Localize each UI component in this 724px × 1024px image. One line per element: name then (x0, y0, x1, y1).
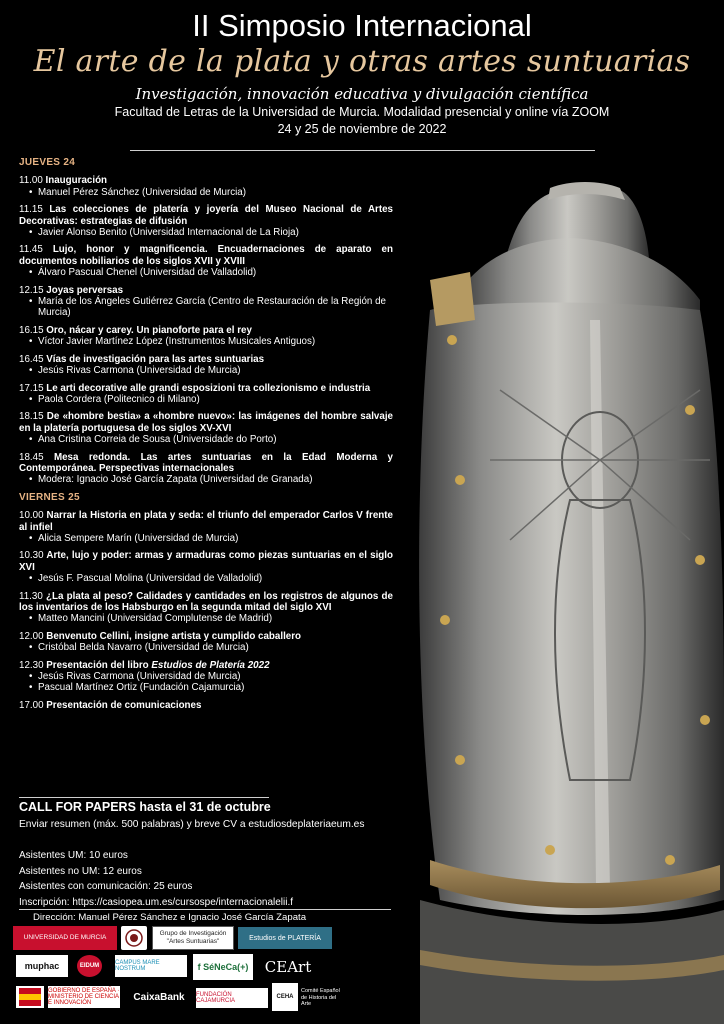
program-event (19, 591, 393, 625)
event-title (19, 175, 393, 186)
fee-um: Asistentes UM: 10 euros (19, 850, 128, 861)
speaker-list (19, 573, 393, 584)
event-time: 10.00 (19, 510, 44, 522)
event-title (19, 411, 393, 434)
program-event (19, 325, 393, 348)
logo-ministerio: GOBIERNO DE ESPAÑA · MINISTERIO DE CIENCIA E INNOVACIÓN (48, 988, 120, 1006)
logo-estudios-plateria: Estudios de PLATERÍA (238, 927, 332, 949)
event-title (19, 631, 393, 642)
cfp-text: Enviar resumen (máx. 500 palabras) y breve CV a estudiosdeplateriaeum.es (19, 819, 365, 830)
event-title-text: Arte, lujo y poder: armas y armaduras como piezas suntuarias en el siglo XVI (19, 550, 393, 573)
event-title (19, 660, 393, 671)
speaker: • Pascual Martínez Ortiz (Fundación Cajamurcia) (38, 682, 393, 693)
event-time: 17.00 (19, 699, 44, 711)
speaker-list (19, 434, 393, 445)
event-title-text: Vías de investigación para las artes suntuarias (46, 353, 265, 365)
speaker: • Cristóbal Belda Navarro (Universidad de Murcia) (38, 642, 393, 653)
logo-seneca: f SéNeCa(+) (193, 954, 253, 980)
speaker: • Ana Cristina Correia de Sousa (Universidade do Porto) (38, 434, 393, 445)
day-heading-thursday: JUEVES 24 (19, 157, 76, 168)
event-time: 16.15 (19, 324, 44, 336)
speaker: • Modera: Ignacio José García Zapata (Universidad de Granada) (38, 474, 393, 485)
event-time: 11.45 (19, 244, 43, 256)
event-title (19, 383, 393, 394)
direction: Dirección: Manuel Pérez Sánchez e Ignacio José García Zapata (33, 912, 307, 923)
registration-link[interactable]: Inscripción: https://casiopea.um.es/cursospe/internacionalelii.f (19, 896, 294, 908)
event-time: 12.15 (19, 284, 44, 296)
logo-muphac: muphac (16, 955, 68, 977)
day2-events (19, 510, 393, 711)
event-time: 10.30 (19, 550, 44, 562)
program-event (19, 175, 393, 198)
event-title-text: Oro, nácar y carey. Un pianoforte para el rey (46, 324, 252, 336)
speaker-list (19, 296, 393, 319)
program-event (19, 631, 393, 654)
event-title-text: Joyas perversas (46, 284, 124, 296)
footer-logos (0, 910, 400, 1024)
logo-caixabank: CaixaBank (133, 991, 185, 1003)
logo-seal (121, 926, 147, 950)
event-time: 18.45 (19, 451, 44, 463)
event-title-text: Benvenuto Cellini, insigne artista y cumplido caballero (46, 630, 302, 642)
speaker: • Manuel Pérez Sánchez (Universidad de Murcia) (38, 187, 393, 198)
speaker: • Javier Alonso Benito (Universidad Internacional de La Rioja) (38, 227, 393, 238)
logo-fundacion-cajamurcia: FUNDACIÓN CAJAMURCIA (196, 988, 268, 1008)
logo-eidum: EIDUM (77, 955, 102, 977)
event-time: 11.30 (19, 590, 43, 602)
event-title-text: Presentación del libro (46, 659, 149, 671)
tagline: Investigación, innovación educativa y divulgación científica (135, 85, 589, 103)
logo-universidad-murcia: UNIVERSIDAD DE MURCIA (13, 926, 117, 950)
speaker-list (19, 613, 393, 624)
call-for-papers (19, 800, 399, 830)
event-title-text: ¿La plata al peso? Calidades y cantidades en los registros de algunos de los inventarios de los Habsburgo en la segunda mitad del siglo XVI (19, 590, 393, 613)
speaker: • Jesús F. Pascual Molina (Universidad de Valladolid) (38, 573, 393, 584)
speaker-list (19, 227, 393, 238)
event-title-text: Inauguración (45, 175, 108, 187)
speaker-list (19, 394, 393, 405)
speaker: • Alicia Sempere Marín (Universidad de Murcia) (38, 533, 393, 544)
event-time: 17.15 (19, 382, 44, 394)
logo-ceart: CEArt (264, 958, 312, 976)
event-title-text: Narrar la Historia en plata y seda: el triunfo del emperador Carlos V frente al infiel (19, 510, 393, 533)
speaker-list (19, 267, 393, 278)
event-time: 11.15 (19, 204, 43, 216)
speaker-list (19, 474, 393, 485)
dates: 24 y 25 de noviembre de 2022 (277, 122, 447, 136)
speaker: • Jesús Rivas Carmona (Universidad de Murcia) (38, 365, 393, 376)
logo-campus-mare-nostrum: CAMPUS MARE NOSTRUM (115, 955, 187, 977)
event-time: 16.45 (19, 353, 44, 365)
speaker: • Paola Cordera (Politecnico di Milano) (38, 394, 393, 405)
event-title (19, 285, 393, 296)
event-time: 11.00 (19, 175, 43, 187)
speaker-list (19, 642, 393, 653)
symposium-subtitle: El arte de la plata y otras artes suntuarias (33, 44, 691, 79)
event-title (19, 700, 393, 711)
speaker-list (19, 365, 393, 376)
program-event (19, 354, 393, 377)
program-event (19, 452, 393, 486)
fees (19, 848, 293, 910)
symposium-title: II Simposio Internacional (192, 8, 532, 43)
event-title-text: Le arti decorative alle grandi esposizioni tra collezionismo e industria (46, 382, 371, 394)
program-event (19, 204, 393, 238)
cfp-divider (19, 797, 269, 798)
event-title-text: Lujo, honor y magnificencia. Encuadernaciones de aparato en documentos nobiliarios de los siglos XVII y XVIII (19, 244, 393, 267)
cfp-title: CALL FOR PAPERS hasta el 31 de octubre (19, 800, 271, 814)
speaker-list (19, 187, 393, 198)
fee-comunicacion: Asistentes con comunicación: 25 euros (19, 881, 193, 892)
program-event (19, 244, 393, 278)
speaker-list (19, 336, 393, 347)
event-time: 12.30 (19, 659, 44, 671)
program-event (19, 510, 393, 544)
event-title-text: De «hombre bestia» a «hombre nuevo»: las imágenes del hombre salvaje en la platería portuguesa de los siglos XV-XVI (19, 411, 393, 434)
event-time: 12.00 (19, 630, 44, 642)
logo-gobierno-espana (16, 986, 44, 1008)
day1-events (19, 175, 393, 485)
speaker: • Víctor Javier Martínez López (Instrumentos Musicales Antiguos) (38, 336, 393, 347)
logo-ceha: CEHA (272, 983, 298, 1011)
logo-grupo-investigacion: Grupo de Investigación "Artes Suntuarias" (152, 926, 234, 950)
event-title-text: Mesa redonda. Las artes suntuarias en la Edad Moderna y Contemporánea. Perspectivas internacionales (19, 451, 394, 474)
header (0, 8, 724, 138)
event-title (19, 354, 393, 365)
program-event (19, 383, 393, 406)
logo-comite-espanol: Comité Español de Historia del Arte (301, 988, 340, 1008)
program-event (19, 411, 393, 445)
speaker-list (19, 533, 393, 544)
event-title (19, 244, 393, 267)
fee-no-um: Asistentes no UM: 12 euros (19, 865, 142, 877)
event-title (19, 452, 393, 475)
header-divider (130, 150, 595, 151)
speaker-list (19, 671, 393, 694)
program-event (19, 660, 393, 694)
speaker: • Álvaro Pascual Chenel (Universidad de Valladolid) (38, 267, 393, 278)
book-title: Estudios de Platería 2022 (151, 659, 270, 671)
speaker: • María de los Ángeles Gutiérrez García (Centro de Restauración de la Región de Murcia) (38, 296, 393, 319)
event-title (19, 550, 393, 573)
program-event (19, 700, 393, 711)
speaker: • Matteo Mancini (Universidad Complutense de Madrid) (38, 613, 393, 624)
event-time: 18.15 (19, 411, 44, 423)
event-title-text: Las colecciones de platería y joyería del Museo Nacional de Artes Decorativas: estrategias de difusión (19, 204, 393, 227)
venue: Facultad de Letras de la Universidad de Murcia. Modalidad presencial y online vía ZOOM (114, 105, 610, 119)
armor-illustration (400, 160, 724, 1024)
program-event (19, 550, 393, 584)
program-event (19, 285, 393, 319)
event-title (19, 591, 393, 614)
day-heading-friday: VIERNES 25 (19, 491, 80, 503)
speaker: • Jesús Rivas Carmona (Universidad de Murcia) (38, 671, 393, 682)
event-title-text: Presentación de comunicaciones (46, 699, 202, 711)
program (19, 157, 393, 717)
event-title (19, 204, 393, 227)
event-title (19, 325, 393, 336)
event-title (19, 510, 393, 533)
